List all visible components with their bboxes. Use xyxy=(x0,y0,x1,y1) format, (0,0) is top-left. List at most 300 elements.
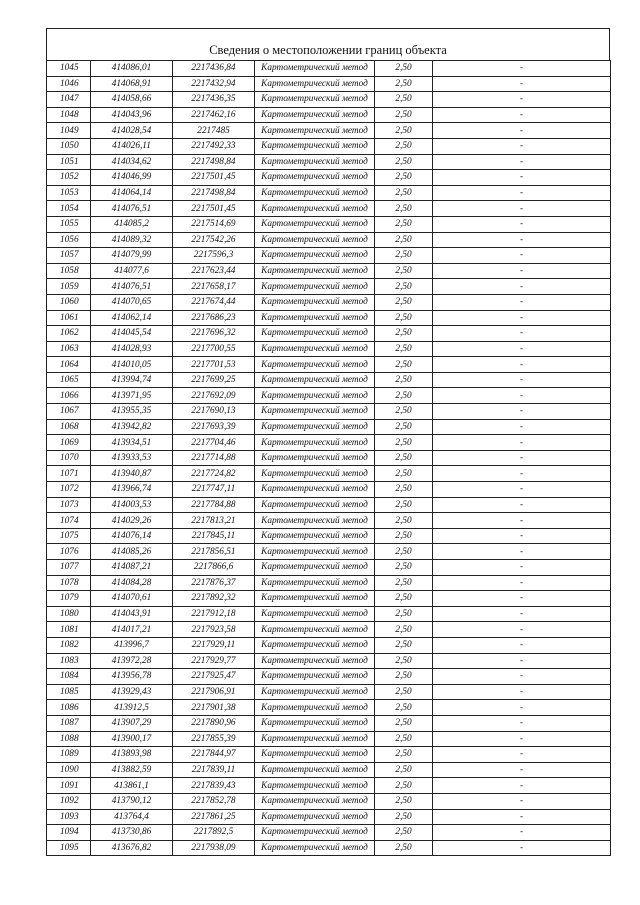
accuracy-cell: 2,50 xyxy=(375,170,433,186)
accuracy-cell: 2,50 xyxy=(375,92,433,108)
method-cell: Картометрический метод xyxy=(255,326,375,342)
y-coordinate-cell: 2217852,78 xyxy=(173,793,255,809)
method-cell: Картометрический метод xyxy=(255,310,375,326)
y-coordinate-cell: 2217906,91 xyxy=(173,684,255,700)
point-number-cell: 1083 xyxy=(47,653,91,669)
accuracy-cell: 2,50 xyxy=(375,138,433,154)
x-coordinate-cell: 413996,7 xyxy=(91,637,173,653)
table-title-box xyxy=(46,28,610,60)
x-coordinate-cell: 413966,74 xyxy=(91,482,173,498)
description-cell: - xyxy=(433,591,611,607)
description-cell: - xyxy=(433,341,611,357)
point-number-cell: 1062 xyxy=(47,326,91,342)
description-cell: - xyxy=(433,201,611,217)
table-row xyxy=(47,248,611,264)
method-cell: Картометрический метод xyxy=(255,123,375,139)
method-cell: Картометрический метод xyxy=(255,793,375,809)
description-cell: - xyxy=(433,544,611,560)
method-cell: Картометрический метод xyxy=(255,560,375,576)
method-cell: Картометрический метод xyxy=(255,372,375,388)
x-coordinate-cell: 413994,74 xyxy=(91,372,173,388)
method-cell: Картометрический метод xyxy=(255,747,375,763)
point-number-cell: 1074 xyxy=(47,513,91,529)
y-coordinate-cell: 2217839,11 xyxy=(173,762,255,778)
y-coordinate-cell: 2217784,88 xyxy=(173,497,255,513)
y-coordinate-cell: 2217498,84 xyxy=(173,154,255,170)
x-coordinate-cell: 414068,91 xyxy=(91,76,173,92)
description-cell: - xyxy=(433,92,611,108)
x-coordinate-cell: 413730,86 xyxy=(91,825,173,841)
point-number-cell: 1066 xyxy=(47,388,91,404)
point-number-cell: 1089 xyxy=(47,747,91,763)
accuracy-cell: 2,50 xyxy=(375,684,433,700)
table-row xyxy=(47,793,611,809)
description-cell: - xyxy=(433,61,611,77)
point-number-cell: 1056 xyxy=(47,232,91,248)
method-cell: Картометрический метод xyxy=(255,419,375,435)
method-cell: Картометрический метод xyxy=(255,294,375,310)
accuracy-cell: 2,50 xyxy=(375,61,433,77)
method-cell: Картометрический метод xyxy=(255,279,375,295)
method-cell: Картометрический метод xyxy=(255,61,375,77)
table-row xyxy=(47,778,611,794)
method-cell: Картометрический метод xyxy=(255,591,375,607)
description-cell: - xyxy=(433,123,611,139)
method-cell: Картометрический метод xyxy=(255,825,375,841)
point-number-cell: 1061 xyxy=(47,310,91,326)
accuracy-cell: 2,50 xyxy=(375,653,433,669)
x-coordinate-cell: 413956,78 xyxy=(91,669,173,685)
table-row xyxy=(47,435,611,451)
x-coordinate-cell: 414084,28 xyxy=(91,575,173,591)
y-coordinate-cell: 2217658,17 xyxy=(173,279,255,295)
description-cell: - xyxy=(433,840,611,856)
accuracy-cell: 2,50 xyxy=(375,185,433,201)
x-coordinate-cell: 413882,59 xyxy=(91,762,173,778)
y-coordinate-cell: 2217692,09 xyxy=(173,388,255,404)
method-cell: Картометрический метод xyxy=(255,357,375,373)
point-number-cell: 1068 xyxy=(47,419,91,435)
x-coordinate-cell: 414070,61 xyxy=(91,591,173,607)
method-cell: Картометрический метод xyxy=(255,201,375,217)
y-coordinate-cell: 2217436,84 xyxy=(173,61,255,77)
description-cell: - xyxy=(433,404,611,420)
point-number-cell: 1071 xyxy=(47,466,91,482)
accuracy-cell: 2,50 xyxy=(375,232,433,248)
accuracy-cell: 2,50 xyxy=(375,419,433,435)
table-row xyxy=(47,357,611,373)
method-cell: Картометрический метод xyxy=(255,185,375,201)
table-row xyxy=(47,404,611,420)
table-row xyxy=(47,123,611,139)
description-cell: - xyxy=(433,357,611,373)
accuracy-cell: 2,50 xyxy=(375,669,433,685)
document-sheet xyxy=(46,28,610,856)
y-coordinate-cell: 2217596,3 xyxy=(173,248,255,264)
point-number-cell: 1076 xyxy=(47,544,91,560)
description-cell: - xyxy=(433,809,611,825)
x-coordinate-cell: 413893,98 xyxy=(91,747,173,763)
table-row xyxy=(47,700,611,716)
accuracy-cell: 2,50 xyxy=(375,606,433,622)
table-row xyxy=(47,544,611,560)
accuracy-cell: 2,50 xyxy=(375,263,433,279)
y-coordinate-cell: 2217462,16 xyxy=(173,107,255,123)
x-coordinate-cell: 413676,82 xyxy=(91,840,173,856)
y-coordinate-cell: 2217700,55 xyxy=(173,341,255,357)
y-coordinate-cell: 2217855,39 xyxy=(173,731,255,747)
y-coordinate-cell: 2217876,37 xyxy=(173,575,255,591)
method-cell: Картометрический метод xyxy=(255,669,375,685)
accuracy-cell: 2,50 xyxy=(375,310,433,326)
x-coordinate-cell: 414070,65 xyxy=(91,294,173,310)
table-row xyxy=(47,513,611,529)
accuracy-cell: 2,50 xyxy=(375,107,433,123)
method-cell: Картометрический метод xyxy=(255,450,375,466)
description-cell: - xyxy=(433,700,611,716)
x-coordinate-cell: 414076,14 xyxy=(91,528,173,544)
y-coordinate-cell: 2217856,51 xyxy=(173,544,255,560)
point-number-cell: 1045 xyxy=(47,61,91,77)
x-coordinate-cell: 414029,26 xyxy=(91,513,173,529)
method-cell: Картометрический метод xyxy=(255,762,375,778)
x-coordinate-cell: 414017,21 xyxy=(91,622,173,638)
description-cell: - xyxy=(433,76,611,92)
point-number-cell: 1065 xyxy=(47,372,91,388)
y-coordinate-cell: 2217704,46 xyxy=(173,435,255,451)
accuracy-cell: 2,50 xyxy=(375,497,433,513)
description-cell: - xyxy=(433,669,611,685)
accuracy-cell: 2,50 xyxy=(375,76,433,92)
table-row xyxy=(47,310,611,326)
accuracy-cell: 2,50 xyxy=(375,513,433,529)
method-cell: Картометрический метод xyxy=(255,637,375,653)
method-cell: Картометрический метод xyxy=(255,809,375,825)
method-cell: Картометрический метод xyxy=(255,544,375,560)
table-row xyxy=(47,466,611,482)
point-number-cell: 1067 xyxy=(47,404,91,420)
description-cell: - xyxy=(433,279,611,295)
accuracy-cell: 2,50 xyxy=(375,154,433,170)
accuracy-cell: 2,50 xyxy=(375,326,433,342)
y-coordinate-cell: 2217498,84 xyxy=(173,185,255,201)
point-number-cell: 1082 xyxy=(47,637,91,653)
description-cell: - xyxy=(433,747,611,763)
point-number-cell: 1070 xyxy=(47,450,91,466)
method-cell: Картометрический метод xyxy=(255,138,375,154)
method-cell: Картометрический метод xyxy=(255,248,375,264)
x-coordinate-cell: 413942,82 xyxy=(91,419,173,435)
description-cell: - xyxy=(433,232,611,248)
x-coordinate-cell: 414045,54 xyxy=(91,326,173,342)
y-coordinate-cell: 2217701,53 xyxy=(173,357,255,373)
x-coordinate-cell: 414085,2 xyxy=(91,216,173,232)
table-row xyxy=(47,747,611,763)
y-coordinate-cell: 2217861,25 xyxy=(173,809,255,825)
point-number-cell: 1072 xyxy=(47,482,91,498)
x-coordinate-cell: 414062,14 xyxy=(91,310,173,326)
y-coordinate-cell: 2217925,47 xyxy=(173,669,255,685)
accuracy-cell: 2,50 xyxy=(375,700,433,716)
method-cell: Картометрический метод xyxy=(255,840,375,856)
accuracy-cell: 2,50 xyxy=(375,466,433,482)
table-row xyxy=(47,840,611,856)
description-cell: - xyxy=(433,731,611,747)
accuracy-cell: 2,50 xyxy=(375,747,433,763)
method-cell: Картометрический метод xyxy=(255,76,375,92)
table-row xyxy=(47,263,611,279)
table-body xyxy=(47,61,611,856)
accuracy-cell: 2,50 xyxy=(375,731,433,747)
y-coordinate-cell: 2217492,33 xyxy=(173,138,255,154)
x-coordinate-cell: 414058,66 xyxy=(91,92,173,108)
x-coordinate-cell: 413972,28 xyxy=(91,653,173,669)
table-row xyxy=(47,388,611,404)
description-cell: - xyxy=(433,528,611,544)
point-number-cell: 1073 xyxy=(47,497,91,513)
method-cell: Картометрический метод xyxy=(255,216,375,232)
y-coordinate-cell: 2217432,94 xyxy=(173,76,255,92)
table-row xyxy=(47,731,611,747)
point-number-cell: 1081 xyxy=(47,622,91,638)
method-cell: Картометрический метод xyxy=(255,170,375,186)
point-number-cell: 1046 xyxy=(47,76,91,92)
accuracy-cell: 2,50 xyxy=(375,793,433,809)
x-coordinate-cell: 414079,99 xyxy=(91,248,173,264)
x-coordinate-cell: 414087,21 xyxy=(91,560,173,576)
table-row xyxy=(47,809,611,825)
y-coordinate-cell: 2217901,38 xyxy=(173,700,255,716)
accuracy-cell: 2,50 xyxy=(375,840,433,856)
method-cell: Картометрический метод xyxy=(255,435,375,451)
y-coordinate-cell: 2217501,45 xyxy=(173,201,255,217)
point-number-cell: 1064 xyxy=(47,357,91,373)
table-row xyxy=(47,326,611,342)
point-number-cell: 1053 xyxy=(47,185,91,201)
method-cell: Картометрический метод xyxy=(255,606,375,622)
y-coordinate-cell: 2217890,96 xyxy=(173,715,255,731)
method-cell: Картометрический метод xyxy=(255,404,375,420)
x-coordinate-cell: 414043,91 xyxy=(91,606,173,622)
y-coordinate-cell: 2217724,82 xyxy=(173,466,255,482)
table-row xyxy=(47,419,611,435)
description-cell: - xyxy=(433,294,611,310)
point-number-cell: 1075 xyxy=(47,528,91,544)
x-coordinate-cell: 413764,4 xyxy=(91,809,173,825)
accuracy-cell: 2,50 xyxy=(375,372,433,388)
method-cell: Картометрический метод xyxy=(255,528,375,544)
table-row xyxy=(47,482,611,498)
point-number-cell: 1050 xyxy=(47,138,91,154)
method-cell: Картометрический метод xyxy=(255,107,375,123)
point-number-cell: 1092 xyxy=(47,793,91,809)
accuracy-cell: 2,50 xyxy=(375,450,433,466)
table-row xyxy=(47,684,611,700)
x-coordinate-cell: 413971,95 xyxy=(91,388,173,404)
y-coordinate-cell: 2217514,69 xyxy=(173,216,255,232)
table-row xyxy=(47,76,611,92)
y-coordinate-cell: 2217696,32 xyxy=(173,326,255,342)
description-cell: - xyxy=(433,310,611,326)
accuracy-cell: 2,50 xyxy=(375,825,433,841)
table-row xyxy=(47,591,611,607)
accuracy-cell: 2,50 xyxy=(375,123,433,139)
x-coordinate-cell: 413907,29 xyxy=(91,715,173,731)
x-coordinate-cell: 413929,43 xyxy=(91,684,173,700)
description-cell: - xyxy=(433,466,611,482)
x-coordinate-cell: 413790,12 xyxy=(91,793,173,809)
accuracy-cell: 2,50 xyxy=(375,715,433,731)
x-coordinate-cell: 413933,53 xyxy=(91,450,173,466)
x-coordinate-cell: 414034,62 xyxy=(91,154,173,170)
point-number-cell: 1086 xyxy=(47,700,91,716)
accuracy-cell: 2,50 xyxy=(375,388,433,404)
accuracy-cell: 2,50 xyxy=(375,404,433,420)
table-row xyxy=(47,715,611,731)
method-cell: Картометрический метод xyxy=(255,482,375,498)
accuracy-cell: 2,50 xyxy=(375,762,433,778)
table-title: Сведения о местоположении границ объекта xyxy=(209,43,447,57)
method-cell: Картометрический метод xyxy=(255,715,375,731)
accuracy-cell: 2,50 xyxy=(375,248,433,264)
x-coordinate-cell: 414026,11 xyxy=(91,138,173,154)
x-coordinate-cell: 413955,35 xyxy=(91,404,173,420)
y-coordinate-cell: 2217813,21 xyxy=(173,513,255,529)
x-coordinate-cell: 414076,51 xyxy=(91,279,173,295)
point-number-cell: 1052 xyxy=(47,170,91,186)
point-number-cell: 1085 xyxy=(47,684,91,700)
point-number-cell: 1093 xyxy=(47,809,91,825)
x-coordinate-cell: 413861,1 xyxy=(91,778,173,794)
table-row xyxy=(47,825,611,841)
method-cell: Картометрический метод xyxy=(255,778,375,794)
description-cell: - xyxy=(433,248,611,264)
table-row xyxy=(47,653,611,669)
y-coordinate-cell: 2217892,5 xyxy=(173,825,255,841)
accuracy-cell: 2,50 xyxy=(375,357,433,373)
x-coordinate-cell: 414028,93 xyxy=(91,341,173,357)
method-cell: Картометрический метод xyxy=(255,92,375,108)
point-number-cell: 1047 xyxy=(47,92,91,108)
description-cell: - xyxy=(433,575,611,591)
table-row xyxy=(47,622,611,638)
x-coordinate-cell: 414077,6 xyxy=(91,263,173,279)
accuracy-cell: 2,50 xyxy=(375,809,433,825)
table-row xyxy=(47,341,611,357)
accuracy-cell: 2,50 xyxy=(375,575,433,591)
point-number-cell: 1060 xyxy=(47,294,91,310)
y-coordinate-cell: 2217699,25 xyxy=(173,372,255,388)
accuracy-cell: 2,50 xyxy=(375,341,433,357)
table-row xyxy=(47,637,611,653)
table-row xyxy=(47,107,611,123)
method-cell: Картометрический метод xyxy=(255,575,375,591)
method-cell: Картометрический метод xyxy=(255,232,375,248)
method-cell: Картометрический метод xyxy=(255,731,375,747)
x-coordinate-cell: 413940,87 xyxy=(91,466,173,482)
table-row xyxy=(47,61,611,77)
y-coordinate-cell: 2217747,11 xyxy=(173,482,255,498)
y-coordinate-cell: 2217485 xyxy=(173,123,255,139)
x-coordinate-cell: 414003,53 xyxy=(91,497,173,513)
description-cell: - xyxy=(433,762,611,778)
point-number-cell: 1078 xyxy=(47,575,91,591)
x-coordinate-cell: 414028,54 xyxy=(91,123,173,139)
table-row xyxy=(47,232,611,248)
point-number-cell: 1084 xyxy=(47,669,91,685)
description-cell: - xyxy=(433,263,611,279)
accuracy-cell: 2,50 xyxy=(375,216,433,232)
accuracy-cell: 2,50 xyxy=(375,637,433,653)
x-coordinate-cell: 414086,01 xyxy=(91,61,173,77)
point-number-cell: 1055 xyxy=(47,216,91,232)
method-cell: Картометрический метод xyxy=(255,341,375,357)
x-coordinate-cell: 414010,05 xyxy=(91,357,173,373)
y-coordinate-cell: 2217436,35 xyxy=(173,92,255,108)
x-coordinate-cell: 413934,51 xyxy=(91,435,173,451)
description-cell: - xyxy=(433,637,611,653)
method-cell: Картометрический метод xyxy=(255,622,375,638)
point-number-cell: 1048 xyxy=(47,107,91,123)
x-coordinate-cell: 413900,17 xyxy=(91,731,173,747)
accuracy-cell: 2,50 xyxy=(375,528,433,544)
point-number-cell: 1054 xyxy=(47,201,91,217)
y-coordinate-cell: 2217923,58 xyxy=(173,622,255,638)
y-coordinate-cell: 2217839,43 xyxy=(173,778,255,794)
table-row xyxy=(47,372,611,388)
method-cell: Картометрический метод xyxy=(255,513,375,529)
description-cell: - xyxy=(433,154,611,170)
point-number-cell: 1094 xyxy=(47,825,91,841)
point-number-cell: 1087 xyxy=(47,715,91,731)
description-cell: - xyxy=(433,715,611,731)
y-coordinate-cell: 2217693,39 xyxy=(173,419,255,435)
description-cell: - xyxy=(433,606,611,622)
table-row xyxy=(47,606,611,622)
y-coordinate-cell: 2217542,26 xyxy=(173,232,255,248)
x-coordinate-cell: 414085,26 xyxy=(91,544,173,560)
y-coordinate-cell: 2217844,97 xyxy=(173,747,255,763)
y-coordinate-cell: 2217686,23 xyxy=(173,310,255,326)
x-coordinate-cell: 414064,14 xyxy=(91,185,173,201)
table-row xyxy=(47,201,611,217)
point-number-cell: 1051 xyxy=(47,154,91,170)
table-row xyxy=(47,669,611,685)
description-cell: - xyxy=(433,138,611,154)
method-cell: Картометрический метод xyxy=(255,653,375,669)
description-cell: - xyxy=(433,825,611,841)
point-number-cell: 1095 xyxy=(47,840,91,856)
description-cell: - xyxy=(433,653,611,669)
description-cell: - xyxy=(433,684,611,700)
table-row xyxy=(47,92,611,108)
table-row xyxy=(47,528,611,544)
table-row xyxy=(47,170,611,186)
y-coordinate-cell: 2217912,18 xyxy=(173,606,255,622)
description-cell: - xyxy=(433,388,611,404)
description-cell: - xyxy=(433,419,611,435)
table-row xyxy=(47,497,611,513)
coordinates-table xyxy=(46,60,611,856)
point-number-cell: 1057 xyxy=(47,248,91,264)
x-coordinate-cell: 414076,51 xyxy=(91,201,173,217)
table-row xyxy=(47,450,611,466)
method-cell: Картометрический метод xyxy=(255,497,375,513)
x-coordinate-cell: 413912,5 xyxy=(91,700,173,716)
table-row xyxy=(47,216,611,232)
description-cell: - xyxy=(433,497,611,513)
table-row xyxy=(47,294,611,310)
